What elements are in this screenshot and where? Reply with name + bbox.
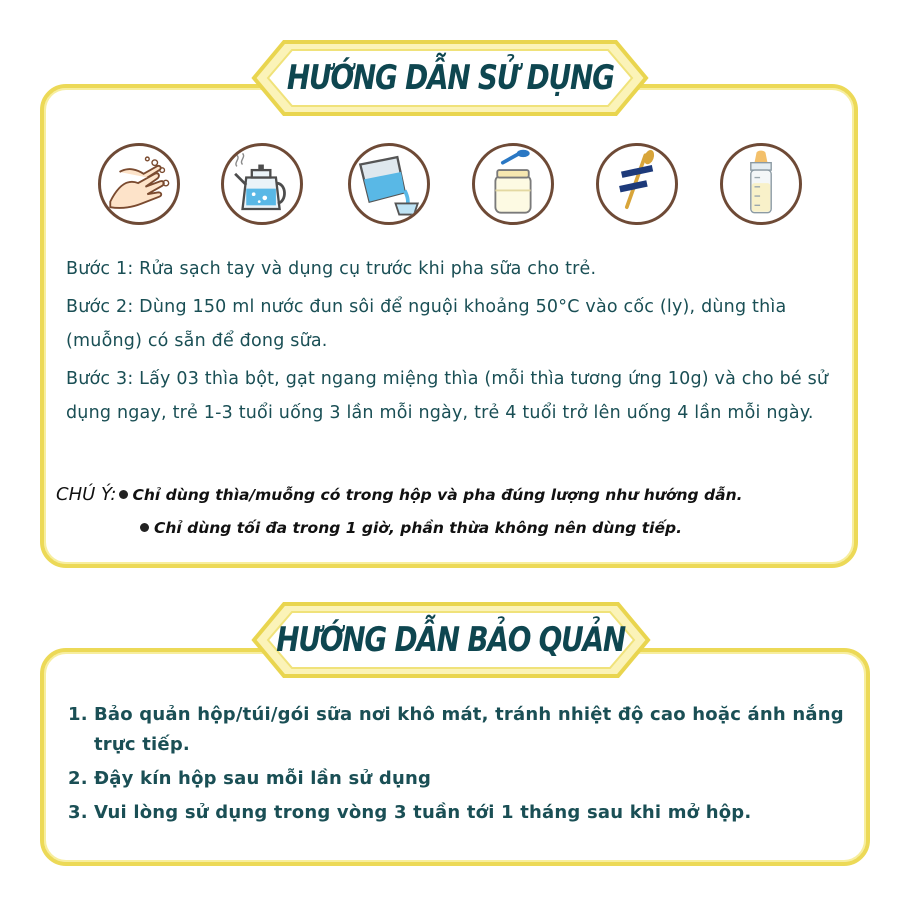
- baby-bottle-icon: [720, 143, 802, 225]
- spoon-leveling-icon: [596, 143, 678, 225]
- hand-washing-icon: [98, 143, 180, 225]
- bullet-icon: [140, 523, 149, 532]
- item-number: 2.: [68, 768, 88, 789]
- step-1: Bước 1: Rửa sạch tay và dụng cụ trước khi pha sữa cho trẻ.: [66, 259, 597, 279]
- usage-note: [56, 478, 856, 545]
- item-text: Bảo quản hộp/túi/gói sữa nơi khô mát, tránh nhiệt độ cao hoặc ánh nắng trực tiếp.: [94, 704, 844, 755]
- storage-list: [68, 700, 858, 832]
- bullet-icon: [119, 490, 128, 499]
- usage-steps: [66, 252, 856, 434]
- step-3: Bước 3: Lấy 03 thìa bột, gạt ngang miệng thìa (mỗi thìa tương ứng 10g) và cho bé sử dụng ngay, trẻ 1-3 tuổi uống 3 lần mỗi ngày, trẻ 4 tuổi trở lên uống 4 lần mỗi ngày.: [66, 369, 829, 423]
- note-line-1: [56, 478, 856, 512]
- kettle-icon: [221, 143, 303, 225]
- usage-title: HƯỚNG DẪN SỬ DỤNG: [286, 58, 614, 98]
- item-text: Vui lòng sử dụng trong vòng 3 tuần tới 1 tháng sau khi mở hộp.: [94, 802, 752, 823]
- item-text: Đậy kín hộp sau mỗi lần sử dụng: [94, 768, 432, 789]
- storage-title: HƯỚNG DẪN BẢO QUẢN: [276, 620, 626, 660]
- usage-banner: [250, 38, 650, 118]
- item-number: 1.: [68, 704, 88, 725]
- step-2: Bước 2: Dùng 150 ml nước đun sôi để nguội khoảng 50°C vào cốc (ly), dùng thìa (muỗng) có sẵn để đong sữa.: [66, 297, 787, 351]
- item-number: 3.: [68, 802, 88, 823]
- note-text-1: Chỉ dùng thìa/muỗng có trong hộp và pha đúng lượng như hướng dẫn.: [132, 486, 743, 504]
- note-label: CHÚ Ý:: [56, 484, 117, 505]
- storage-banner: [250, 600, 652, 680]
- list-item: [68, 764, 858, 794]
- pouring-water-icon: [348, 143, 430, 225]
- powder-jar-icon: [472, 143, 554, 225]
- note-text-2: Chỉ dùng tối đa trong 1 giờ, phần thừa không nên dùng tiếp.: [154, 519, 682, 537]
- list-item: [68, 798, 858, 828]
- step-icons: [98, 143, 818, 227]
- list-item: [68, 700, 858, 760]
- note-line-2: [56, 512, 856, 545]
